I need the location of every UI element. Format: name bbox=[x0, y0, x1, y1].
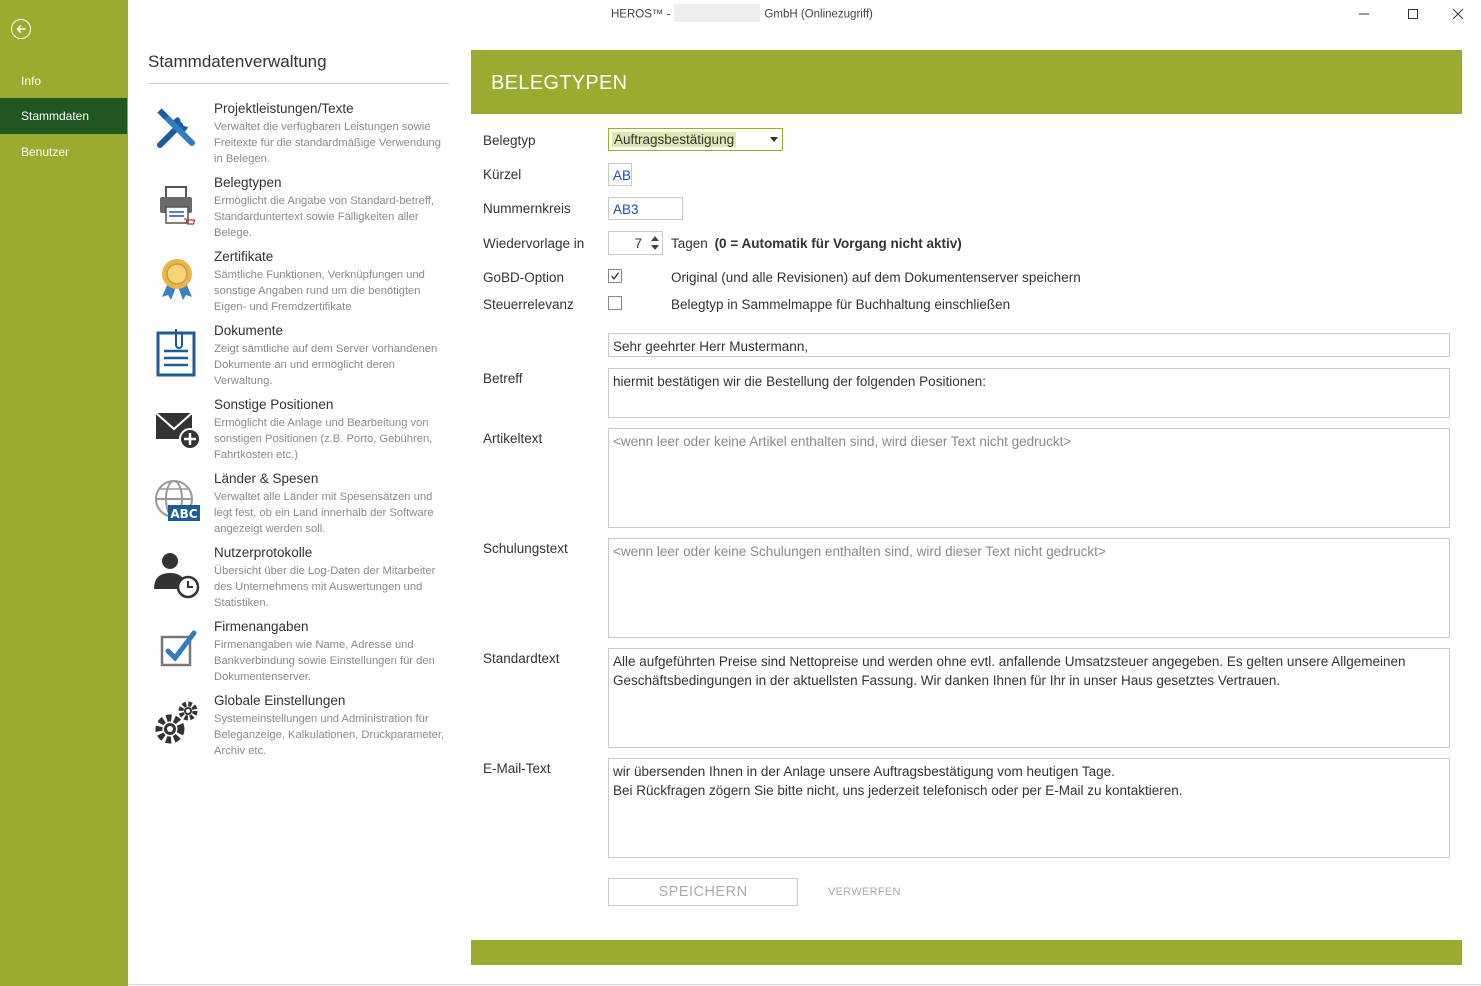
module-description: Ermöglicht die Angabe von Standard-betreff, Standarduntertext sowie Fälligkeiten aller Belege. bbox=[214, 195, 434, 239]
module-description: Sämtliche Funktionen, Verknüpfungen und sonstige Angaben rund um die benötigten Eigen- und Fremdzertifikate bbox=[214, 269, 425, 313]
label-steuer: Steuerrelevanz bbox=[483, 297, 574, 312]
window-title bbox=[611, 7, 873, 22]
globe-abc-icon bbox=[152, 475, 202, 525]
module-zertifikate[interactable] bbox=[148, 249, 450, 321]
document-icon bbox=[152, 327, 202, 377]
steuer-checkbox[interactable] bbox=[608, 296, 622, 310]
panel-title: BELEGTYPEN bbox=[491, 72, 628, 94]
module-description: Firmenangaben wie Name, Adresse und Bankverbindung sowie Einstellungen für den Dokumentenserver. bbox=[214, 639, 435, 683]
label-betreff: Betreff bbox=[483, 371, 523, 386]
module-description: Zeigt sämtliche auf dem Server vorhandenen Dokumente an und ermöglicht deren Verwaltung. bbox=[214, 343, 438, 387]
label-nummernkreis: Nummernkreis bbox=[483, 201, 571, 216]
panel-footer bbox=[471, 940, 1462, 965]
gears-icon bbox=[152, 697, 202, 747]
minimize-icon bbox=[1359, 9, 1369, 19]
window-title-prefix: HEROS™ - bbox=[611, 8, 671, 21]
module-title: Sonstige Positionen bbox=[214, 397, 334, 412]
tagen-text: Tagen bbox=[671, 236, 708, 251]
module-title: Belegtypen bbox=[214, 175, 282, 190]
close-icon bbox=[1453, 9, 1463, 19]
svg-text:ABC: ABC bbox=[170, 507, 198, 521]
label-schulungstext: Schulungstext bbox=[483, 541, 568, 556]
module-title: Projektleistungen/Texte bbox=[214, 101, 354, 116]
module-description: Ermöglicht die Anlage und Bearbeitung von sonstigen Positionen (z.B. Porto, Gebühren, Fahrtkosten etc.) bbox=[214, 417, 433, 461]
printer-icon bbox=[152, 179, 202, 229]
module-description: Verwaltet alle Länder mit Spesensätzen und legt fest, ob ein Land innerhalb der Software angezeigt werden soll. bbox=[214, 491, 434, 535]
anrede-input[interactable]: Sehr geehrter Herr Mustermann, bbox=[608, 333, 1450, 357]
label-standardtext: Standardtext bbox=[483, 651, 560, 666]
label-email: E-Mail-Text bbox=[483, 761, 551, 776]
stepper-down-icon[interactable] bbox=[651, 245, 659, 250]
back-arrow-icon[interactable] bbox=[11, 19, 31, 39]
save-button[interactable]: SPEICHERN bbox=[608, 878, 798, 906]
module-title: Zertifikate bbox=[214, 249, 274, 264]
gobd-text: Original (und alle Revisionen) auf dem Dokumentenserver speichern bbox=[671, 270, 1081, 285]
sidebar-item-stammdaten[interactable]: Stammdaten bbox=[0, 98, 127, 134]
label-gobd: GoBD-Option bbox=[483, 270, 565, 285]
module-description: Verwaltet die verfügbaren Leistungen sowie Freitexte für die standardmäßige Verwendung in Belegen. bbox=[214, 121, 441, 165]
betreff-textarea[interactable]: hiermit bestätigen wir die Bestellung der folgenden Positionen: bbox=[608, 368, 1450, 418]
module-description: Übersicht über die Log-Daten der Mitarbeiter des Unternehmens mit Auswertungen und Statistiken. bbox=[214, 565, 436, 609]
module-projektleistungen[interactable] bbox=[148, 101, 450, 173]
checkbox-icon bbox=[152, 623, 202, 673]
stepper-up-icon[interactable] bbox=[651, 236, 659, 241]
chevron-down-icon bbox=[770, 137, 778, 142]
belegtyp-value: Auftragsbestätigung bbox=[614, 132, 735, 147]
sidebar-item-info[interactable]: Info bbox=[21, 74, 42, 88]
label-wiedervorlage: Wiedervorlage in bbox=[483, 236, 585, 251]
wiedervorlage-value: 7 bbox=[634, 236, 642, 251]
belegtyp-select[interactable] bbox=[608, 128, 783, 151]
tagen-label bbox=[671, 236, 962, 251]
email-line-1: wir übersenden Ihnen in der Anlage unsere Auftragsbestätigung vom heutigen Tage. bbox=[613, 764, 1115, 779]
label-artikeltext: Artikeltext bbox=[483, 431, 543, 446]
schulungstext-textarea[interactable]: <wenn leer oder keine Schulungen enthalten sind, wird dieser Text nicht gedruckt> bbox=[608, 538, 1450, 638]
redacted-company bbox=[674, 4, 760, 22]
certificate-icon bbox=[152, 253, 202, 303]
module-laender-spesen[interactable] bbox=[148, 471, 450, 543]
module-sonstige-positionen[interactable] bbox=[148, 397, 450, 469]
tools-icon bbox=[152, 105, 202, 155]
module-title: Länder & Spesen bbox=[214, 471, 319, 486]
panel-header bbox=[471, 50, 1462, 114]
module-description: Systemeinstellungen und Administration für Beleganzeige, Kalkulationen, Druckparameter, Archiv etc. bbox=[214, 713, 445, 757]
steuer-text: Belegtyp in Sammelmappe für Buchhaltung einschließen bbox=[671, 297, 1011, 312]
checkmark-icon bbox=[610, 271, 620, 281]
standardtext-textarea[interactable]: Alle aufgeführten Preise sind Nettopreise und werden ohne evtl. anfallende Umsatzsteuer angegeben. Es gelten unsere Allgemeinen Geschäftsbedingungen in der aktuellsten Fassung. Wir danken Ihnen für Ihr in unser Haus gesetztes Vertrauen. bbox=[608, 648, 1450, 748]
maximize-icon bbox=[1408, 9, 1418, 19]
divider bbox=[128, 984, 1481, 985]
close-button[interactable] bbox=[1438, 2, 1478, 26]
nummernkreis-input[interactable]: AB3 bbox=[608, 197, 683, 220]
title-bar bbox=[128, 0, 1481, 28]
minimize-button[interactable] bbox=[1344, 2, 1384, 26]
module-globale-einstellungen[interactable] bbox=[148, 693, 450, 765]
wiedervorlage-stepper[interactable] bbox=[608, 231, 663, 255]
discard-button[interactable]: VERWERFEN bbox=[828, 886, 901, 898]
module-title: Firmenangaben bbox=[214, 619, 309, 634]
module-firmenangaben[interactable] bbox=[148, 619, 450, 691]
module-title: Globale Einstellungen bbox=[214, 693, 346, 708]
tagen-hint: (0 = Automatik für Vorgang nicht aktiv) bbox=[714, 236, 962, 251]
email-textarea[interactable] bbox=[608, 758, 1450, 858]
email-line-2: Bei Rückfragen zögern Sie bitte nicht, uns jederzeit telefonisch oder per E-Mail zu kontaktieren. bbox=[613, 783, 1183, 798]
sidebar bbox=[0, 0, 128, 986]
artikeltext-textarea[interactable]: <wenn leer oder keine Artikel enthalten sind, wird dieser Text nicht gedruckt> bbox=[608, 428, 1450, 528]
module-nutzerprotokolle[interactable] bbox=[148, 545, 450, 617]
module-title: Dokumente bbox=[214, 323, 284, 338]
module-belegtypen[interactable] bbox=[148, 175, 450, 247]
window-title-suffix: GmbH (Onlinezugriff) bbox=[764, 8, 873, 21]
gobd-checkbox[interactable] bbox=[608, 269, 622, 283]
user-clock-icon bbox=[152, 549, 202, 599]
kuerzel-input[interactable]: AB bbox=[608, 163, 632, 186]
module-dokumente[interactable] bbox=[148, 323, 450, 395]
maximize-button[interactable] bbox=[1393, 2, 1433, 26]
sidebar-item-benutzer[interactable]: Benutzer bbox=[21, 145, 70, 159]
module-title: Nutzerprotokolle bbox=[214, 545, 313, 560]
mail-add-icon bbox=[152, 401, 202, 451]
section-title: Stammdatenverwaltung bbox=[148, 52, 327, 71]
divider bbox=[148, 83, 449, 84]
label-kuerzel: Kürzel bbox=[483, 167, 522, 182]
label-belegtyp: Belegtyp bbox=[483, 133, 536, 148]
